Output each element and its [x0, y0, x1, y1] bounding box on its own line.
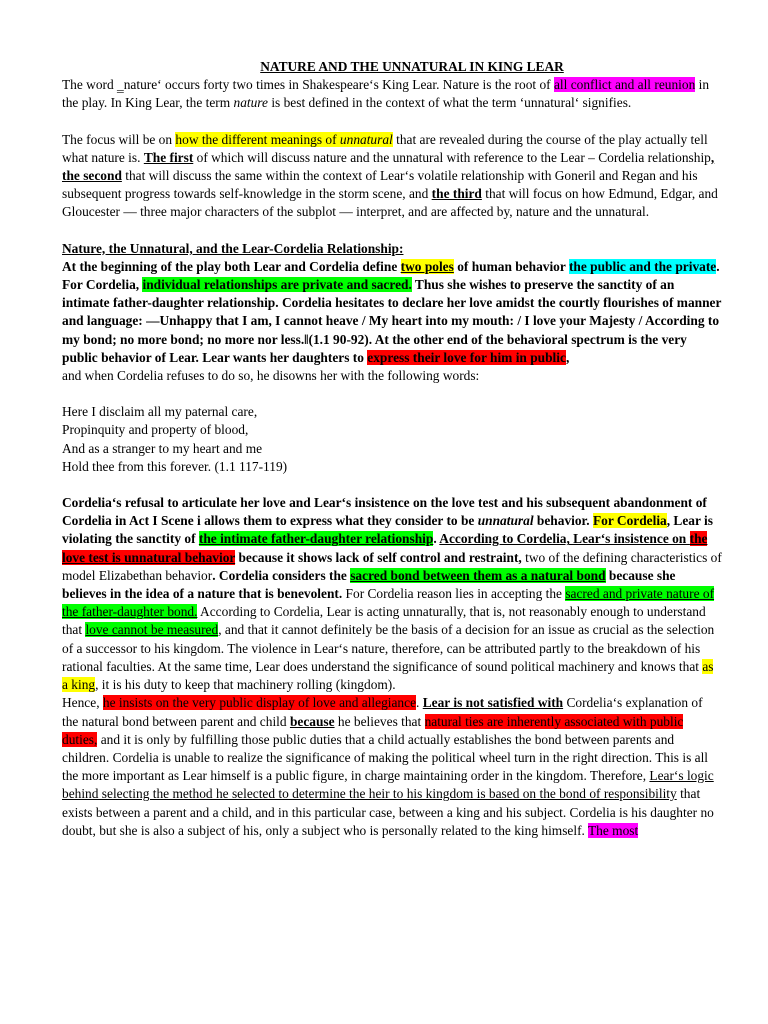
highlight-yellow: as a king [62, 658, 714, 693]
focus-paragraph [62, 131, 722, 222]
text-run: that will discuss the same within the context of Lear‘s volatile relationship with Goneril and Regan and his subsequent progress towards self-knowledge in the storm scene, and [62, 168, 698, 202]
section-paragraph [62, 258, 722, 367]
text-run: that exists between a parent and a child, and in this particular case, between a king and his subject. Cordelia is his daughter no doubt, but she is also a subject of his, only a subject who is personally related to the king himself. [62, 786, 714, 838]
text-run: Cordelia‘s explanation of the natural bond between parent and child [62, 695, 703, 729]
text-run: of which will discuss nature and the unnatural with reference to the Lear – Cordelia relationship [193, 149, 711, 165]
highlight-cyan: the public and the private [568, 258, 717, 274]
section-heading: Nature, the Unnatural, and the Lear-Cordelia Relationship: [62, 240, 404, 256]
text-run: that will focus on how Edmund, Edgar, and Gloucester — three major characters of the subplot — interpret, and are affected by, nature and the unnatural. [62, 186, 718, 220]
document-page [62, 58, 722, 840]
highlight-green: the intimate father-daughter relationship [198, 531, 434, 547]
text-run: . [433, 531, 440, 547]
highlight-yellow: For Cordelia [592, 513, 667, 529]
intro-paragraph [62, 76, 722, 112]
italic-term: unnatural [339, 131, 393, 147]
body-paragraph-3 [62, 494, 722, 694]
text-run: and it is only by fulfilling those public duties that a child actually establishes the bond between parents and children. Cordelia is unable to realize the significance of making the political wheel turn in the right direction. This is all the more important as Lear himself is a public figure, in charge maintaining order in the kingdom. Therefore, [62, 731, 709, 784]
paragraph-gap [62, 476, 722, 494]
text-run: two of the defining characteristics of model Elizabethan behavior [62, 549, 722, 583]
highlight-green: sacred and private nature of the father-daughter bond. [62, 586, 715, 620]
text-run: he believes that [334, 713, 425, 729]
highlight-magenta: all conflict and all reunion [553, 77, 696, 93]
first-label: The first [143, 149, 194, 165]
paragraph-gap [62, 385, 722, 403]
highlight-red: he insists on the very public display of love and allegiance [102, 695, 417, 711]
text-run: At the beginning of the play both Lear and Cordelia define [62, 258, 401, 274]
text-run: . [416, 695, 423, 711]
text-run: The word ‗nature‘ occurs forty two times in Shakespeare‘s King Lear. Nature is the root of [62, 77, 554, 93]
text-run: , Lear is violating the sanctity of [62, 513, 713, 547]
text-run: behavior. [533, 513, 593, 529]
quote-line: Hold thee from this forever. (1.1 117-119) [62, 458, 288, 474]
text-run: that are revealed during the course of the play actually tell what nature is. [62, 131, 708, 165]
quote-line: Propinquity and property of blood, [62, 422, 249, 438]
highlight-yellow: two poles [400, 258, 454, 274]
text-run: Cordelia‘s refusal to articulate her love and Lear‘s insistence on the love test and his subsequent abandonment of Cordelia in Act I Scene i allows them to express what they consider to be [62, 495, 707, 529]
text-run: Hence, [62, 695, 103, 711]
highlight-green: love cannot be measured [85, 622, 219, 638]
text-run: Thus she wishes to preserve the sanctity of an intimate father-daughter relationship. Cordelia hesitates to declare her love amidst the courtly flourishes of manner and language: —Unhappy that I am, I cannot heave / My heart into my mouth: / I love your Majesty / According to my bond; no more bond; no more nor less.‖(1.1 90-92). At the other end of the behavioral spectrum is the very public behavior of Lear. Lear wants her daughters to [62, 277, 722, 365]
text-run: , it is his duty to keep that machinery rolling (kingdom). [95, 677, 396, 693]
text-run: , [565, 349, 570, 365]
highlight-red: express their love for him [367, 349, 513, 365]
text-run: of human behavior [453, 258, 569, 274]
text-run: For Cordelia reason lies in accepting the [342, 586, 566, 602]
text-run: is best defined in the context of what the term ‘unnatural‘ signifies. [267, 95, 632, 111]
underlined-bold-text: Lear is not satisfied with [422, 695, 564, 711]
quote-line: And as a stranger to my heart and me [62, 440, 263, 456]
highlight-red: natural ties are inherently associated with public duties, [62, 713, 684, 747]
underlined-bold-text: because [289, 713, 335, 729]
text-run: because she believes in the idea of a nature that is benevolent. [62, 567, 676, 602]
text-run: According to Cordelia, Lear is acting unnaturally, that is, not reasonably enough to understand that [62, 604, 706, 638]
highlight-red: in public [512, 349, 566, 365]
underlined-text: According to Cordelia, Lear‘s insistence on [439, 531, 690, 547]
paragraph-gap [62, 222, 722, 240]
highlight-green: individual relationships are private and sacred. [142, 277, 412, 293]
text-run: because it shows lack of self control and restraint, [235, 549, 522, 565]
document-title: NATURE AND THE UNNATURAL IN KING LEAR [260, 59, 564, 74]
text-run: . Cordelia considers the [212, 567, 351, 583]
highlight-magenta: The most [588, 822, 639, 838]
paragraph-gap [62, 113, 722, 131]
plain-line: and when Cordelia refuses to do so, he disowns her with the following words: [62, 368, 480, 384]
underlined-text: Lear‘s logic behind selecting the method he selected to determine the heir to his kingdom is based on the bond of responsibility [62, 768, 714, 802]
text-run: . For Cordelia, [62, 258, 720, 293]
text-run: The focus will be on [62, 131, 176, 147]
highlight-yellow [175, 132, 392, 147]
quote-line: Here I disclaim all my paternal care, [62, 404, 258, 420]
body-paragraph-4 [62, 694, 722, 840]
third-label: the third [431, 186, 482, 202]
italic-term: unnatural [477, 513, 534, 529]
text-run: in the play. In King Lear, the term [62, 77, 710, 111]
highlight-green: sacred bond between them as a natural bond [350, 567, 606, 583]
text-run: , and that it cannot definitely be the basis of a decision for an issue as crucial as the selection of a successor to his kingdom. The violence in Lear‘s nature, therefore, can be attributed partly to the breakdown of his rational faculties. At the same time, Lear does understand the significance of sound political machinery and knows that [62, 622, 715, 674]
italic-term: nature [233, 95, 268, 111]
highlight-red: the love test is unnatural behavior [62, 531, 708, 565]
second-label: , the second [62, 149, 715, 184]
text-run: how the different meanings of [175, 131, 340, 147]
